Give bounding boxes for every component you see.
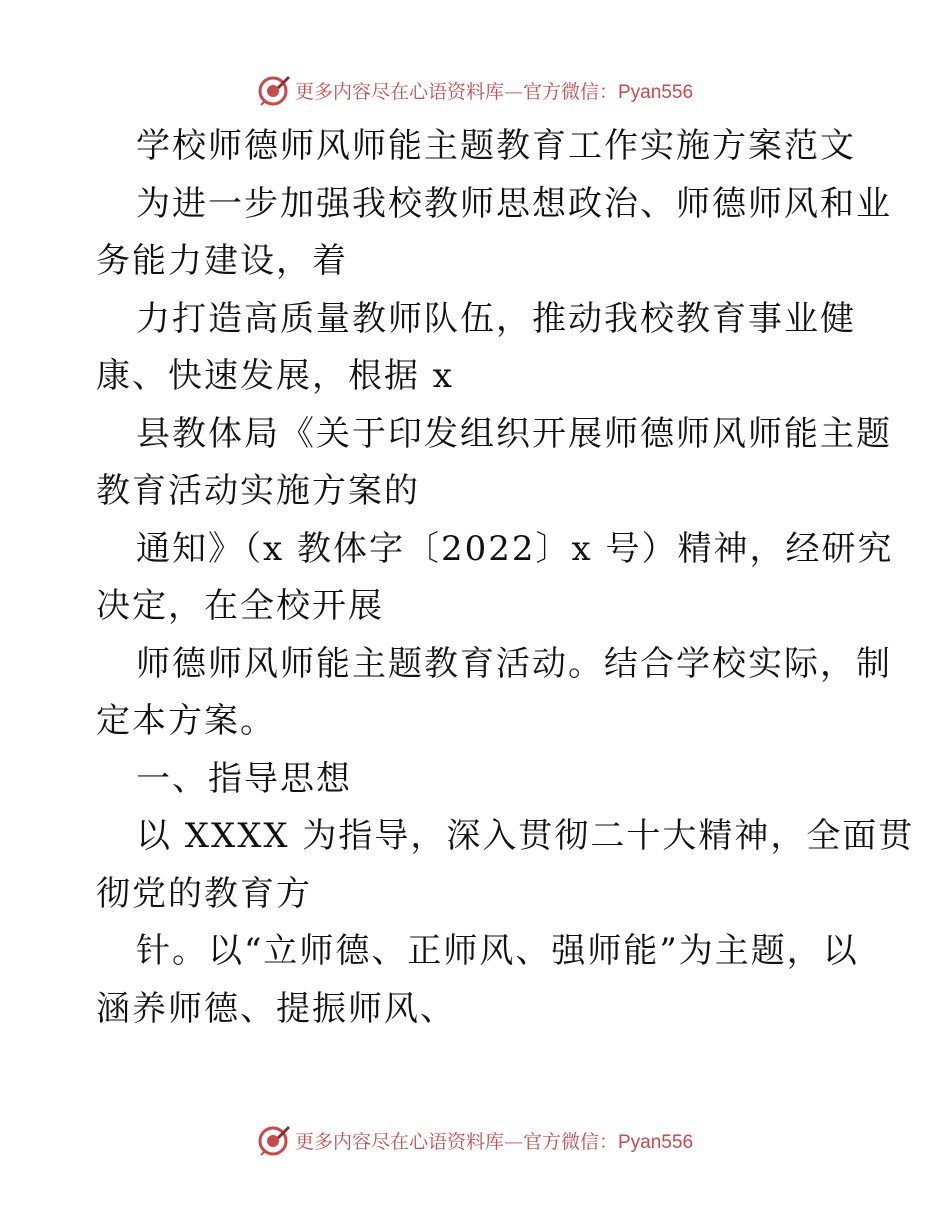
watermark-text: [295, 77, 693, 104]
watermark-wechat-label: 官方微信：: [522, 80, 618, 103]
text-line: 通知》（x 教体字〔2022〕x 号）精神，经研究: [136, 528, 894, 569]
text-line: 决定，在全校开展: [96, 586, 384, 626]
watermark-wechat-id: Pyan556: [618, 1131, 694, 1153]
pen-logo-icon: [257, 73, 291, 107]
text-line: 彻党的教育方: [96, 873, 312, 914]
text-line: 定本方案。: [96, 701, 276, 741]
document-title: 学校师德师风师能主题教育工作实施方案范文: [136, 126, 856, 166]
watermark-wechat-label: 官方微信：: [522, 1130, 618, 1153]
pen-logo-icon: [257, 1123, 291, 1157]
text-line: 以 XXXX 为指导，深入贯彻二十大精神，全面贯: [136, 816, 915, 856]
watermark-site-text: 更多内容尽在心语资料库: [294, 1130, 504, 1153]
text-line: 一、指导思想: [136, 758, 352, 799]
text-line: 县教体局《关于印发组织开展师德师风师能主题: [136, 413, 892, 454]
watermark-wechat-id: Pyan556: [618, 81, 694, 103]
watermark-text: [295, 1127, 693, 1154]
text-line: 教育活动实施方案的: [96, 471, 420, 511]
text-line: 师德师风师能主题教育活动。结合学校实际，制: [136, 643, 892, 684]
header-watermark: [0, 70, 950, 110]
text-line: 力打造高质量教师队伍，推动我校教育事业健: [136, 298, 856, 339]
text-line: 针。以“立师德、正师风、强师能”为主题，以: [136, 931, 859, 971]
watermark-separator: —: [503, 80, 523, 103]
text-line: 为进一步加强我校教师思想政治、师德师风和业: [136, 183, 892, 224]
text-line: 康、快速发展，根据 x: [96, 356, 454, 396]
text-line: 务能力建设，着: [96, 241, 348, 281]
watermark-separator: —: [503, 1130, 523, 1153]
footer-watermark: [0, 1120, 950, 1160]
document-body: [96, 118, 915, 1038]
text-line: 涵养师德、提振师风、: [96, 988, 456, 1029]
watermark-site-text: 更多内容尽在心语资料库: [294, 80, 504, 103]
